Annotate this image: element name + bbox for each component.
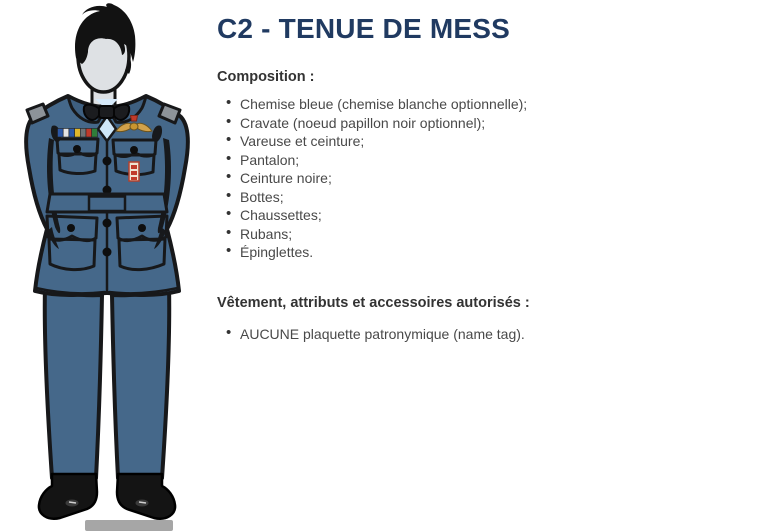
list-item: • Vareuse et ceinture; — [217, 132, 762, 151]
page-title: C2 - TENUE DE MESS — [217, 13, 510, 44]
list-item: • Rubans; — [217, 225, 762, 244]
figure-base-strip — [85, 520, 173, 531]
composition-heading: Composition : — [217, 69, 315, 85]
list-item: • Pantalon; — [217, 151, 762, 170]
main-content — [217, 13, 762, 343]
list-item: • Ceinture noire; — [217, 169, 762, 188]
pants — [45, 286, 169, 478]
list-item: • Épinglettes. — [217, 243, 762, 262]
ribbon-bar — [58, 129, 98, 138]
pocket-button-right — [130, 146, 138, 154]
composition-list — [217, 95, 762, 262]
list-item: • Chemise bleue (chemise blanche optionnelle); — [217, 95, 762, 114]
list-item: • AUCUNE plaquette patronymique (name tag). — [217, 325, 762, 344]
authorized-list — [217, 325, 762, 344]
belt — [47, 194, 167, 212]
list-item: • Bottes; — [217, 188, 762, 207]
boots — [39, 474, 175, 519]
authorized-heading: Vêtement, attributs et accessoires autorisés : — [217, 294, 530, 311]
pant-leg-left — [45, 286, 102, 478]
boot-left — [39, 474, 97, 519]
pocket-button-left — [73, 145, 81, 153]
bow-tie — [84, 105, 129, 120]
lower-pocket-button-left — [67, 224, 75, 232]
lower-pocket-button-right — [138, 224, 146, 232]
list-item: • Chaussettes; — [217, 206, 762, 225]
boot-right — [117, 474, 175, 519]
list-item: • Cravate (noeud papillon noir optionnel); — [217, 114, 762, 133]
pocket-badge — [129, 162, 139, 181]
pant-leg-right — [112, 286, 169, 478]
